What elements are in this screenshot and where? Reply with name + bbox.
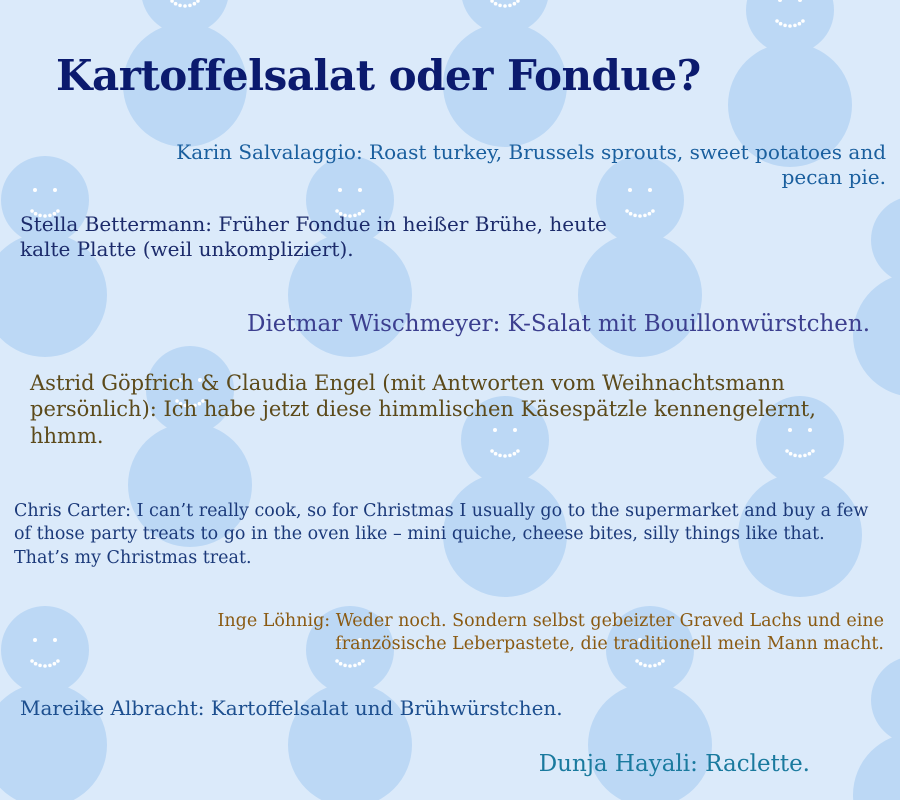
quote-dunja-hayali: Dunja Hayali: Raclette. (538, 751, 810, 777)
snowman-shape (853, 656, 900, 800)
quote-stella-bettermann: Stella Bettermann: Früher Fondue in heißer Brühe, heute kalte Platte (weil unkompliziert). (20, 212, 607, 261)
quote-inge-loehnig: Inge Löhnig: Weder noch. Sondern selbst gebeizter Graved Lachs und eine französische Leberpastete, die traditionell mein Mann macht. (217, 611, 884, 655)
page-title: Kartoffelsalat oder Fondue? (56, 51, 701, 100)
snowman-shape (853, 196, 900, 397)
quote-goepfrich-engel: Astrid Göpfrich & Claudia Engel (mit Antworten vom Weihnachtsmann persönlich): Ich habe jetzt diese himmlischen Käsespätzle kennengelernt, hhmm. (30, 371, 816, 448)
quote-mareike-albracht: Mareike Albracht: Kartoffelsalat und Brühwürstchen. (20, 696, 563, 720)
quote-dietmar-wischmeyer: Dietmar Wischmeyer: K-Salat mit Bouillonwürstchen. (247, 311, 870, 337)
quote-karin-salvalaggio: Karin Salvalaggio: Roast turkey, Brussels sprouts, sweet potatoes and pecan pie. (176, 140, 886, 189)
quote-chris-carter: Chris Carter: I can’t really cook, so for Christmas I usually go to the supermarket and buy a few of those party treats to go in the oven like – mini quiche, cheese bites, silly things like that. That’s my Christmas treat. (14, 501, 869, 568)
